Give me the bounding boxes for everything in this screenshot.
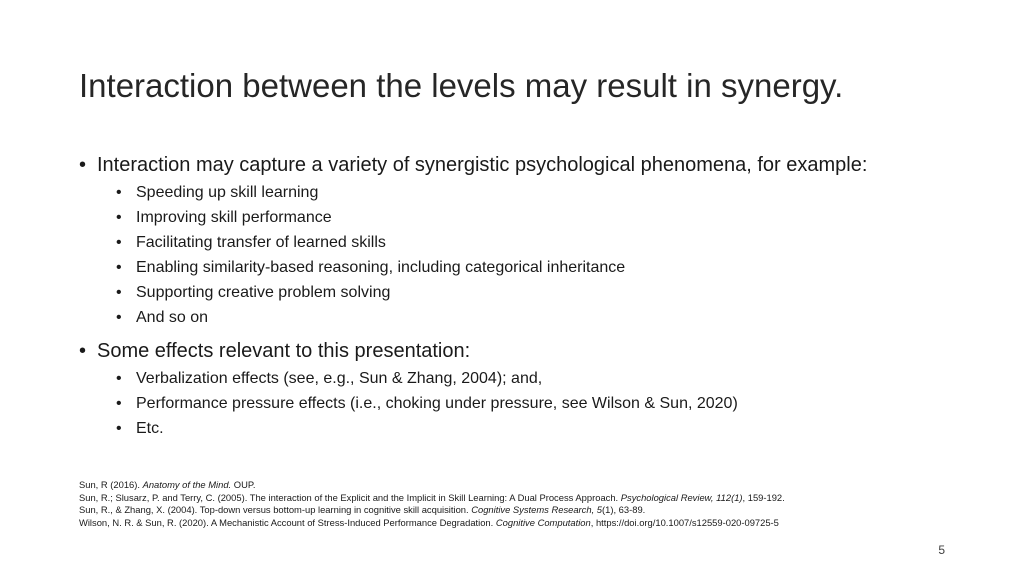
sub-bullet-text: Etc. [136,420,164,437]
sub-bullet-text: Supporting creative problem solving [136,284,391,301]
sub-bullet-item [79,305,999,330]
bullet-item [79,336,999,366]
bullet-text: Some effects relevant to this presentation: [97,340,471,362]
bullet-icon: • [79,154,87,176]
bullet-item [79,150,999,180]
bullet-icon: • [79,340,87,362]
bullet-icon: • [116,259,122,276]
bullet-icon: • [116,395,122,412]
reference-journal: Cognitive Systems Research, 5 [471,504,603,515]
page-number: 5 [938,543,945,557]
sub-bullet-text: Speeding up skill learning [136,184,319,201]
reference-journal: Psychological Review, 112(1) [620,491,743,503]
bullet-list [79,150,999,441]
sub-bullet-item [79,205,999,230]
bullet-icon: • [116,284,122,301]
sub-bullet-item [79,280,999,305]
reference-text: , 159-192. [742,491,785,503]
reference-text: (1), 63-89. [602,504,646,515]
bullet-icon: • [116,209,122,226]
bullet-icon: • [116,234,122,251]
reference-text: Wilson, N. R. & Sun, R. (2020). A Mechanistic Account of Stress-Induced Performance Degradation. [79,516,496,528]
sub-bullet-item [79,416,999,441]
sub-bullet-text: Enabling similarity-based reasoning, including categorical inheritance [136,259,626,276]
sub-bullet-text: Facilitating transfer of learned skills [136,234,386,251]
bullet-icon: • [116,184,122,201]
reference-text: Sun, R., & Zhang, X. (2004). Top-down versus bottom-up learning in cognitive skill acquisition. [79,504,472,515]
sub-bullet-item [79,391,999,416]
reference-item [79,517,979,530]
sub-bullet-item [79,255,999,280]
reference-journal: Cognitive Computation [495,516,591,528]
references [79,479,979,529]
sub-bullet-text: And so on [136,309,209,326]
bullet-icon: • [116,420,122,437]
bullet-text: Interaction may capture a variety of synergistic psychological phenomena, for example: [97,154,868,176]
reference-title: Anatomy of the Mind. [142,479,232,490]
bullet-icon: • [116,370,122,387]
sub-bullet-text: Verbalization effects (see, e.g., Sun & Zhang, 2004); and, [136,370,543,387]
reference-text: Sun, R.; Slusarz, P. and Terry, C. (2005). The interaction of the Explicit and the Implicit in Skill Learning: A Dual Process Approach. [79,491,621,503]
reference-item [79,504,979,517]
reference-item [79,492,979,505]
sub-bullet-item [79,366,999,391]
sub-bullet-list [79,366,999,441]
bullet-icon: • [116,309,122,326]
sub-bullet-list [79,180,999,330]
reference-text: OUP. [231,479,256,490]
reference-text: , https://doi.org/10.1007/s12559-020-09725-5 [590,516,779,528]
reference-item [79,479,979,492]
sub-bullet-text: Improving skill performance [136,209,332,226]
sub-bullet-text: Performance pressure effects (i.e., choking under pressure, see Wilson & Sun, 2020) [136,395,738,412]
slide-title: Interaction between the levels may result in synergy. [79,67,844,104]
sub-bullet-item [79,180,999,205]
sub-bullet-item [79,230,999,255]
reference-text: Sun, R (2016). [79,479,143,490]
